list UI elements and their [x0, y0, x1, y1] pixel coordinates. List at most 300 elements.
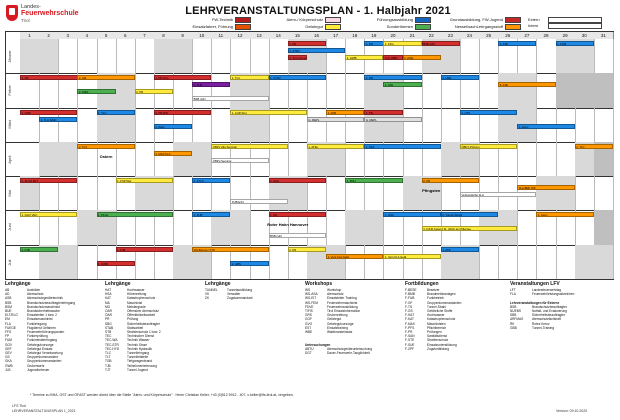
legend-column: [205, 281, 305, 322]
legend-code: F-ZPF: [405, 346, 415, 351]
legend-heading: Workshops: [305, 281, 333, 287]
day-cell: [173, 210, 193, 244]
course-block[interactable]: 1. FUB: [192, 212, 230, 217]
legend-code: F-SAN: [405, 334, 415, 339]
course-block[interactable]: 1. GWB: [97, 261, 135, 266]
course-block[interactable]: 1. STDV: [269, 75, 326, 80]
course-block[interactable]: 1. GGV VEC: [20, 212, 77, 217]
legend-description: Strahlenschutz: [427, 338, 449, 343]
day-cell: [575, 73, 595, 107]
legend-code: BSB: [5, 300, 12, 305]
legend-description: Einsatzleiter Training: [327, 296, 357, 301]
legend-code: FP: [5, 334, 10, 339]
intern-field[interactable]: [548, 23, 602, 29]
course-block[interactable]: 2. PR: [364, 75, 421, 80]
day-cell: [39, 39, 59, 73]
legend-code: GGV: [5, 342, 13, 347]
legend-code: GWB: [5, 363, 13, 368]
legend-code: FDVE: [305, 304, 314, 309]
legend-description: Workshop: [327, 288, 342, 292]
legend-column: [105, 281, 205, 372]
legend-description: Ausbilder: [27, 288, 41, 292]
day-cell: [594, 245, 614, 279]
legend-code: BSB: [510, 304, 517, 309]
legend-code: TLT: [105, 355, 111, 360]
course-block[interactable]: 1. Vers FLA Gefä: [326, 254, 383, 259]
course-block[interactable]: 1. PR: [20, 75, 97, 80]
day-cell: [594, 39, 614, 73]
course-block[interactable]: 1. PFLH: [97, 212, 174, 217]
legend-description: Hochwasser: [127, 288, 145, 292]
extern-intern-fields: [528, 17, 608, 29]
legend-description: Maschinisten: [427, 321, 446, 326]
legend-code: JLB: [5, 367, 11, 372]
legend-code: SBG: [105, 321, 112, 326]
day-cell: [192, 142, 212, 176]
day-number: 10: [192, 32, 212, 39]
day-cell: [498, 245, 518, 279]
day-cell: [116, 39, 136, 73]
legend-label: FW-Technik: [211, 17, 233, 22]
legend-description: Katastrophenschutz: [127, 296, 156, 301]
legend-description: Teilnehmerbetreuung: [127, 363, 157, 368]
day-cell: [230, 39, 250, 73]
course-block[interactable]: BSB (wF): [192, 96, 269, 101]
legend-description: Tunnel-Training: [532, 325, 555, 330]
legend-heading: Lehrgänge: [205, 281, 231, 287]
day-number: 19: [364, 32, 384, 39]
day-cell: [422, 245, 442, 279]
day-number: 2: [39, 32, 59, 39]
legend-description: Funklehrgang: [27, 321, 47, 326]
day-number: 12: [230, 32, 250, 39]
legend-code: F-GF: [405, 300, 413, 305]
day-cell: [422, 73, 442, 107]
legend-code: MA: [105, 300, 110, 305]
course-block[interactable]: 1. HTS: [460, 110, 517, 115]
course-block[interactable]: 2. AM: [77, 75, 134, 80]
legend-description: Einsatztraining: [327, 325, 348, 330]
day-cell: [441, 142, 461, 176]
legend-code: VK: [205, 292, 210, 297]
legend-code: ELT/ELG: [5, 313, 18, 318]
day-cell: [326, 176, 346, 210]
day-number: 25: [479, 32, 499, 39]
legend-swatch: [325, 17, 341, 23]
day-cell: [536, 142, 556, 176]
legend-code: F-BESE: [405, 288, 417, 292]
course-block[interactable]: 1. FJB: [116, 247, 173, 252]
legend-entry: [510, 326, 610, 330]
legend-code: ASB: [5, 296, 12, 301]
day-cell: [269, 39, 289, 73]
course-block[interactable]: 1. ATEL: [307, 144, 364, 149]
legend-code: PR: [105, 317, 110, 322]
legend-description: Prüfung: [127, 317, 139, 322]
course-block[interactable]: 1. FDH: [345, 178, 402, 183]
course-block[interactable]: 1. SFA: [364, 144, 441, 149]
course-block[interactable]: 1. PR: [364, 41, 402, 46]
course-block[interactable]: 2. PR: [135, 89, 173, 94]
legend-code: MG: [105, 304, 111, 309]
legend-description: Einsatzunterstützung: [427, 342, 457, 347]
legend-code: GEF: [5, 346, 12, 351]
day-cell: [135, 108, 155, 142]
course-block[interactable]: ÖBFV-Prüfung: [460, 144, 517, 149]
course-block[interactable]: 1. PR: [364, 110, 402, 115]
day-cell: [403, 108, 423, 142]
day-number: 17: [326, 32, 346, 39]
legend-code: AD: [5, 292, 10, 297]
footer-org: LFS Tirol: [12, 404, 27, 408]
day-number: 18: [345, 32, 365, 39]
legend-description: Gruppenkommandant: [27, 355, 58, 360]
course-block[interactable]: FLA BRK WK: [517, 185, 574, 190]
day-number: 30: [575, 32, 595, 39]
course-block[interactable]: 2. PR: [422, 178, 479, 183]
legend-description: Jugendbetreuer: [27, 367, 50, 372]
course-block[interactable]: 1. FJB: [20, 247, 58, 252]
legend-entry: [5, 368, 105, 372]
course-block[interactable]: 1. HWL: [441, 75, 479, 80]
legend-heading: Lehrgänge: [5, 281, 31, 287]
legend-description: Atemschutz: [327, 292, 344, 297]
day-cell: [517, 73, 537, 107]
day-cell: [364, 210, 384, 244]
course-block[interactable]: 5. ATE: [498, 82, 555, 87]
day-cell: [173, 245, 193, 279]
legend-swatch: [325, 24, 341, 30]
legend-code: Untersuchungen: [305, 342, 331, 347]
day-number: 24: [460, 32, 480, 39]
legend-description: Technik Hydraulik: [127, 346, 152, 351]
day-number: 23: [441, 32, 461, 39]
course-block[interactable]: 1. TLC: [575, 144, 613, 149]
day-number: 4: [77, 32, 97, 39]
day-number: 29: [556, 32, 576, 39]
month-label: Feber: [7, 85, 12, 96]
day-cell: [536, 39, 556, 73]
day-cell: [383, 245, 403, 279]
legend-description: Einsatzleiter 1 bzw. 2: [27, 313, 57, 318]
logo-line3: Tirol: [21, 18, 30, 23]
day-cell: [594, 176, 614, 210]
day-number: 21: [403, 32, 423, 39]
day-cell: [250, 210, 270, 244]
course-block[interactable]: 1. TLC: [230, 75, 268, 80]
legend-description: Gefährliche Stoffe: [427, 309, 453, 314]
day-cell: [326, 245, 346, 279]
page-title: LEHRVERANSTALTUNGSPLAN - 1. Halbjahr 2021: [185, 5, 451, 17]
legend-description: Atemschutzgerätetechnik: [27, 296, 63, 301]
day-cell: [230, 176, 250, 210]
fire-shield-icon: [6, 5, 18, 21]
course-block[interactable]: 1. SLSH MLT: [20, 178, 77, 183]
legend-code: TEC-WA: [105, 338, 118, 343]
day-number: 13: [250, 32, 270, 39]
day-cell: [536, 176, 556, 210]
day-number: 14: [269, 32, 289, 39]
legend-code: BUE: [5, 309, 12, 314]
legend-code: F-GS: [405, 309, 413, 314]
legend-code: F-PFS: [405, 325, 415, 330]
legend-code: GBB: [510, 325, 517, 330]
course-block[interactable]: 2. PR-RTs: [154, 110, 211, 115]
legend-column: [405, 281, 505, 351]
legend-code: LFT: [510, 288, 516, 292]
legend-description: Gefahrgutvorsorge: [327, 321, 354, 326]
day-number: 7: [135, 32, 155, 39]
month-label: Juni: [7, 223, 12, 232]
day-cell: [58, 142, 78, 176]
day-cell: [20, 39, 40, 73]
course-block[interactable]: 1. ATE: [498, 41, 536, 46]
course-block[interactable]: FUB1214: [230, 199, 287, 204]
course-block[interactable]: 1. FSP Wet: [116, 178, 173, 183]
day-cell: [211, 73, 231, 107]
day-cell: [517, 142, 537, 176]
legend-code: F-PR: [405, 330, 413, 335]
extern-label: Extern: [528, 17, 540, 22]
day-cell: [345, 210, 365, 244]
legend-code: TJB: [105, 363, 111, 368]
legend-description: Tirol Einsatzinformation: [327, 309, 361, 314]
course-block[interactable]: 1. HSA: [269, 178, 326, 183]
course-block[interactable]: 1. Atem: [536, 212, 593, 217]
legend-code: WBE: [305, 330, 313, 335]
category-legend: [165, 17, 525, 31]
course-block[interactable]: 1. GWB: [345, 55, 383, 60]
month-label: März: [7, 120, 12, 130]
legend-code: FLA: [510, 292, 516, 297]
course-block[interactable]: OBFV Allg-Seminar: [211, 144, 288, 149]
legend-code: TEC: [105, 334, 112, 339]
day-cell: [403, 176, 423, 210]
legend-description: Zugsfortbildung: [427, 346, 449, 351]
course-block[interactable]: 1. FTLX: [192, 178, 230, 183]
legend-description: Brandschutzbeauftragter: [532, 304, 567, 309]
legend-code: TUNNEL: [205, 288, 218, 292]
day-cell: [58, 245, 78, 279]
day-number: 6: [116, 32, 136, 39]
course-block[interactable]: BSB (wF): [422, 41, 460, 46]
course-block[interactable]: 1. TLC WHD: [39, 117, 77, 122]
legend-description: Dauer-Feuerwehr-Tauglichkeit: [327, 351, 370, 356]
day-number: 9: [173, 32, 193, 39]
day-cell: [594, 210, 614, 244]
course-block[interactable]: 1. Vers FLA Gefä: [383, 254, 440, 259]
day-cell: [517, 245, 537, 279]
day-cell: [536, 73, 556, 107]
legend-label: Sonderthemen: [386, 24, 413, 29]
course-block[interactable]: ÖBFV-Seminar: [211, 158, 268, 163]
course-block[interactable]: 1. Atem: [154, 124, 192, 129]
legend-description: Landesfeuerwehrtag: [532, 288, 562, 292]
course-block[interactable]: FW-Bronze (TJT): [192, 247, 269, 252]
course-block[interactable]: 1. TLC Gruns: [289, 56, 307, 60]
legend-column: [510, 281, 610, 330]
legend-code: KAT: [105, 296, 111, 301]
course-block[interactable]: 2. PR: [288, 247, 326, 252]
legend-description: Atemschutz: [27, 292, 44, 297]
calendar-note: Roter Hahn Hannover: [267, 222, 309, 228]
legend-description: Funkerprüfung: [27, 334, 48, 339]
legend-code: OAR: [105, 309, 112, 314]
day-cell: [441, 108, 461, 142]
legend-description: Technischer Dienst: [127, 334, 154, 339]
legend-code: TGB: [105, 359, 112, 364]
day-number: 3: [58, 32, 78, 39]
course-block[interactable]: BSB (wF): [269, 233, 326, 238]
day-number: 1: [20, 32, 40, 39]
legend-entry: [205, 317, 305, 321]
course-block[interactable]: 1. ATE: [383, 82, 421, 87]
legend-code: F-MAX: [405, 321, 415, 326]
legend-code: TEC-HYD: [105, 346, 120, 351]
legend-code: FUM: [5, 338, 12, 343]
legend-swatch: [415, 24, 431, 30]
legend-description: Feuerwehrleistungsabzeichen: [532, 292, 575, 297]
course-block[interactable]: 1. FUE: [192, 82, 230, 87]
day-cell: [77, 39, 97, 73]
logo-line1: Landes-: [21, 4, 41, 10]
course-block[interactable]: 1. TLC: [97, 110, 135, 115]
legend-description: Atemschutzfachkraft: [532, 317, 561, 322]
legend-code: WS-ASA: [305, 292, 318, 297]
day-cell: [479, 73, 499, 107]
legend-description: Sicherheitsbeauftragter: [127, 321, 160, 326]
course-block[interactable]: TLC WBD: [383, 55, 402, 60]
legend-label: Einsatzfahrer, Führung: [192, 24, 233, 29]
course-block[interactable]: 1. PR Strg: [154, 75, 211, 80]
day-number: 27: [517, 32, 537, 39]
calendar-note: Pfingsten: [422, 188, 441, 194]
course-block[interactable]: 1. FSM: [556, 41, 594, 46]
course-block[interactable]: 1. PR: [288, 41, 326, 46]
course-block[interactable]: 1. GPR: [20, 110, 77, 115]
day-cell: [594, 73, 614, 107]
legend-code: ARFMAS: [510, 317, 524, 322]
legend-description: Sicherheitsbeauftragter: [532, 313, 565, 318]
legend-column: [5, 281, 105, 372]
day-cell: [403, 245, 423, 279]
course-block[interactable]: 1. MAX FLA: [154, 151, 192, 156]
day-cell: [594, 108, 614, 142]
day-cell: [77, 108, 97, 142]
legend-code: F-TS: [405, 304, 413, 309]
day-number: 26: [498, 32, 518, 39]
day-cell: [173, 142, 193, 176]
legend-code: F-SUE: [405, 342, 415, 347]
legend-column: [305, 281, 405, 355]
course-block[interactable]: G. REPL: [364, 117, 421, 122]
course-block[interactable]: G. REPL: [307, 117, 364, 122]
legend-description: Flugdienst Gefahren: [27, 325, 56, 330]
course-block[interactable]: 1. AVB: [326, 110, 364, 115]
course-block[interactable]: 1. Atem: [517, 124, 574, 129]
legend-description: Tunnelleitstelle: [127, 355, 149, 360]
legend-description: Gefahrgutvorsorge: [27, 342, 54, 347]
day-cell: [192, 39, 212, 73]
legend-entry: [305, 351, 405, 355]
day-cell: [97, 39, 117, 73]
legend-description: Katastrophenschutz: [427, 317, 456, 322]
day-cell: [269, 245, 289, 279]
legend-code: SBB: [510, 313, 517, 318]
day-cell: [58, 39, 78, 73]
course-block[interactable]: 2. Tunnel-Strahl: [441, 212, 498, 217]
legend-description: Besetzer: [427, 288, 440, 292]
course-block[interactable]: Verbandsübg FLA: [460, 192, 537, 197]
course-block[interactable]: 1. AUR Strg: [230, 110, 307, 115]
day-cell: [556, 73, 576, 107]
day-number: 5: [97, 32, 117, 39]
legend-code: STB: [105, 330, 112, 335]
legend-entry: [105, 368, 205, 372]
course-block[interactable]: 2. GBS: [230, 261, 268, 266]
day-cell: [77, 210, 97, 244]
day-cell: [39, 142, 59, 176]
month-label: Mai: [7, 190, 12, 197]
day-cell: [556, 142, 576, 176]
legend-description: Grubenwehr: [27, 363, 45, 368]
course-block[interactable]: 1. PR: [269, 212, 326, 217]
legend-description: Brandschutzmaschinist: [27, 304, 60, 309]
legend-code: GGF: [305, 317, 312, 322]
day-cell: [135, 142, 155, 176]
course-block[interactable]: 2. ATEL: [77, 89, 115, 94]
course-block[interactable]: 2. STDV: [288, 48, 345, 53]
day-cell: [250, 176, 270, 210]
month-label: Jänner: [7, 50, 12, 63]
legend-heading: Lehrgänge: [105, 281, 131, 287]
legend-code: FUEGE: [5, 325, 16, 330]
legend-code: FLA: [5, 321, 11, 326]
course-block[interactable]: 1. ATE: [441, 247, 479, 252]
calendar-grid: [5, 31, 614, 280]
day-cell: [326, 210, 346, 244]
logo-line2: Feuerwehrschule: [21, 10, 79, 17]
day-number: 16: [307, 32, 327, 39]
day-cell: [211, 108, 231, 142]
day-cell: [498, 73, 518, 107]
legend-code: FFG: [5, 330, 12, 335]
course-block[interactable]: 2. ATEL: [403, 55, 441, 60]
course-block[interactable]: 1. FFG: [383, 41, 421, 46]
legend-code: ZK: [205, 296, 210, 301]
legend-description: Gruppenkommandanten: [27, 359, 62, 364]
day-cell: [575, 245, 595, 279]
day-cell: [517, 210, 537, 244]
day-number: 22: [422, 32, 442, 39]
legend-description: Gefahrgut Einsatz: [27, 346, 53, 351]
course-block[interactable]: 1. FJLB Jugend St. Ulrich am Pillersee: [422, 226, 518, 231]
day-number: 31: [594, 32, 614, 39]
legend-code: GVG: [305, 321, 313, 326]
legend-label: Führungsausbildung: [376, 17, 413, 22]
course-block[interactable]: 1. HSA: [383, 212, 440, 217]
legend-code: GEV: [5, 351, 12, 356]
day-cell: [364, 245, 384, 279]
legend-description: Sanitätsdienst: [427, 334, 448, 339]
legend-code: F-STE: [405, 338, 415, 343]
day-cell: [250, 39, 270, 73]
footer-version: Version: 09.10.2020: [556, 409, 588, 413]
legend-description: Meistergrade: [127, 304, 146, 309]
legend-code: F-HAT: [405, 313, 415, 318]
legend-description: Öffentlichkeitsarbeit: [127, 313, 155, 318]
course-block[interactable]: 2. TLC: [77, 144, 134, 149]
